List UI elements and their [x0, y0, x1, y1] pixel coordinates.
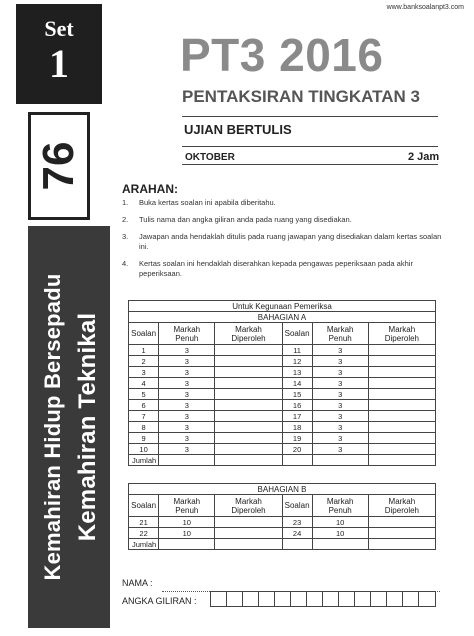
- question-number: 19: [282, 433, 312, 444]
- column-header: Markah Penuh: [312, 495, 368, 517]
- paper-code: 76: [34, 141, 83, 191]
- table-row: [129, 517, 436, 528]
- full-marks: 3: [159, 356, 215, 367]
- set-number: 1: [49, 41, 69, 86]
- total-row: [129, 455, 436, 466]
- obtained-marks: [215, 517, 282, 528]
- table-row: [129, 378, 436, 389]
- column-header: Soalan: [129, 495, 159, 517]
- id-digit-box[interactable]: [307, 592, 323, 606]
- full-marks: 3: [159, 400, 215, 411]
- total-cell: [282, 455, 312, 466]
- table-row: [129, 444, 436, 455]
- full-marks: 3: [312, 400, 368, 411]
- obtained-marks: [215, 400, 282, 411]
- total-label: Jumlah: [129, 539, 159, 550]
- obtained-marks: [215, 422, 282, 433]
- full-marks: 3: [312, 378, 368, 389]
- id-digit-box[interactable]: [291, 592, 307, 606]
- question-number: 4: [129, 378, 159, 389]
- total-cell: [312, 539, 368, 550]
- obtained-marks: [368, 422, 435, 433]
- page-subtitle: PENTAKSIRAN TINGKATAN 3: [182, 87, 420, 106]
- id-label: ANGKA GILIRAN :: [122, 596, 197, 606]
- table-row: [129, 411, 436, 422]
- obtained-marks: [368, 444, 435, 455]
- full-marks: 3: [159, 389, 215, 400]
- table-row: [129, 422, 436, 433]
- page-title: PT3 2016: [180, 29, 384, 81]
- full-marks: 3: [312, 367, 368, 378]
- table-row: [129, 389, 436, 400]
- full-marks: 3: [159, 345, 215, 356]
- instruction-number: 4.: [122, 259, 129, 268]
- obtained-marks: [368, 528, 435, 539]
- instruction-item: [122, 215, 448, 225]
- column-header: Soalan: [129, 323, 159, 345]
- exam-month: OKTOBER: [185, 152, 235, 163]
- obtained-marks: [215, 367, 282, 378]
- question-number: 6: [129, 400, 159, 411]
- obtained-marks: [215, 389, 282, 400]
- obtained-marks: [368, 389, 435, 400]
- question-number: 18: [282, 422, 312, 433]
- instruction-text: Buka kertas soalan ini apabila diberitahu.: [139, 198, 276, 207]
- divider: [182, 116, 438, 117]
- total-cell: [282, 539, 312, 550]
- table-row: [129, 433, 436, 444]
- obtained-marks: [368, 411, 435, 422]
- question-number: 22: [129, 528, 159, 539]
- id-digit-box[interactable]: [243, 592, 259, 606]
- obtained-marks: [368, 367, 435, 378]
- column-header: Markah Diperoleh: [215, 495, 282, 517]
- full-marks: 10: [312, 528, 368, 539]
- instruction-text: Jawapan anda hendaklah ditulis pada ruang jawapan yang disediakan dalam kertas soalan ini.: [139, 232, 442, 251]
- instruction-text: Tulis nama dan angka giliran anda pada ruang yang disediakan.: [139, 215, 352, 224]
- section-row: [129, 312, 436, 323]
- full-marks: 3: [312, 433, 368, 444]
- total-cell: [159, 455, 215, 466]
- total-cell: [368, 539, 435, 550]
- column-header: Markah Penuh: [159, 323, 215, 345]
- exam-type: UJIAN BERTULIS: [184, 122, 292, 137]
- id-digit-box[interactable]: [387, 592, 403, 606]
- instructions-heading: ARAHAN:: [122, 182, 178, 196]
- question-number: 8: [129, 422, 159, 433]
- full-marks: 3: [159, 444, 215, 455]
- obtained-marks: [368, 517, 435, 528]
- set-badge: [16, 4, 102, 104]
- obtained-marks: [215, 356, 282, 367]
- question-number: 1: [129, 345, 159, 356]
- subject-line-1: Kemahiran Hidup Bersepadu: [40, 273, 65, 581]
- table-row: [129, 400, 436, 411]
- id-digit-box[interactable]: [371, 592, 387, 606]
- total-cell: [368, 455, 435, 466]
- obtained-marks: [215, 444, 282, 455]
- column-header: Markah Penuh: [159, 495, 215, 517]
- id-digit-box[interactable]: [419, 592, 435, 606]
- obtained-marks: [368, 400, 435, 411]
- obtained-marks: [215, 411, 282, 422]
- id-digit-box[interactable]: [211, 592, 227, 606]
- total-cell: [159, 539, 215, 550]
- question-number: 5: [129, 389, 159, 400]
- header-row: [129, 323, 436, 345]
- obtained-marks: [215, 433, 282, 444]
- total-cell: [215, 455, 282, 466]
- site-url: www.banksoalanpt3.com: [386, 4, 464, 11]
- section-row: [129, 484, 436, 495]
- id-digit-box[interactable]: [403, 592, 419, 606]
- question-number: 17: [282, 411, 312, 422]
- subject-line-2: Kemahiran Teknikal: [74, 312, 101, 542]
- question-number: 15: [282, 389, 312, 400]
- id-number-field[interactable]: [210, 591, 436, 607]
- full-marks: 10: [159, 517, 215, 528]
- question-number: 2: [129, 356, 159, 367]
- column-header: Soalan: [282, 323, 312, 345]
- instruction-item: [122, 259, 448, 279]
- id-digit-box[interactable]: [227, 592, 243, 606]
- obtained-marks: [215, 345, 282, 356]
- divider: [182, 164, 438, 165]
- full-marks: 10: [312, 517, 368, 528]
- instruction-number: 3.: [122, 232, 129, 241]
- column-header: Markah Penuh: [312, 323, 368, 345]
- table-title: Untuk Kegunaan Pemeriksa: [129, 301, 436, 312]
- instruction-item: [122, 198, 448, 208]
- section-title: BAHAGIAN B: [129, 484, 436, 495]
- subject-banner: [28, 226, 110, 628]
- table-row: [129, 528, 436, 539]
- table-title-row: [129, 301, 436, 312]
- marks-table-a: [128, 300, 436, 466]
- sidebar: [8, 0, 110, 636]
- question-number: 3: [129, 367, 159, 378]
- question-number: 14: [282, 378, 312, 389]
- full-marks: 3: [312, 411, 368, 422]
- column-header: Markah Diperoleh: [215, 323, 282, 345]
- obtained-marks: [368, 433, 435, 444]
- full-marks: 3: [312, 389, 368, 400]
- full-marks: 3: [159, 433, 215, 444]
- instruction-number: 1.: [122, 198, 129, 207]
- column-header: Soalan: [282, 495, 312, 517]
- obtained-marks: [215, 378, 282, 389]
- question-number: 23: [282, 517, 312, 528]
- column-header: Markah Diperoleh: [368, 323, 435, 345]
- question-number: 7: [129, 411, 159, 422]
- question-number: 12: [282, 356, 312, 367]
- question-number: 20: [282, 444, 312, 455]
- obtained-marks: [215, 528, 282, 539]
- total-row: [129, 539, 436, 550]
- id-digit-box[interactable]: [323, 592, 339, 606]
- question-number: 16: [282, 400, 312, 411]
- obtained-marks: [368, 378, 435, 389]
- total-label: Jumlah: [129, 455, 159, 466]
- instruction-text: Kertas soalan ini hendaklah diserahkan kepada pengawas peperiksaan pada akhir peperiksaan.: [139, 259, 413, 278]
- table-row: [129, 345, 436, 356]
- full-marks: 3: [312, 356, 368, 367]
- full-marks: 3: [312, 422, 368, 433]
- section-title: BAHAGIAN A: [129, 312, 436, 323]
- full-marks: 10: [159, 528, 215, 539]
- column-header: Markah Diperoleh: [368, 495, 435, 517]
- name-label: NAMA :: [122, 578, 153, 588]
- question-number: 24: [282, 528, 312, 539]
- instructions-list: [122, 198, 448, 286]
- id-digit-box[interactable]: [355, 592, 371, 606]
- full-marks: 3: [159, 411, 215, 422]
- question-number: 11: [282, 345, 312, 356]
- obtained-marks: [368, 356, 435, 367]
- obtained-marks: [368, 345, 435, 356]
- full-marks: 3: [159, 378, 215, 389]
- total-cell: [312, 455, 368, 466]
- set-label: Set: [44, 16, 74, 41]
- instruction-number: 2.: [122, 215, 129, 224]
- marks-table-b: [128, 483, 436, 550]
- full-marks: 3: [312, 345, 368, 356]
- question-number: 13: [282, 367, 312, 378]
- divider: [182, 146, 438, 147]
- full-marks: 3: [312, 444, 368, 455]
- id-digit-box[interactable]: [259, 592, 275, 606]
- table-row: [129, 356, 436, 367]
- paper-code-box: [28, 112, 90, 220]
- question-number: 9: [129, 433, 159, 444]
- full-marks: 3: [159, 422, 215, 433]
- total-cell: [215, 539, 282, 550]
- full-marks: 3: [159, 367, 215, 378]
- table-row: [129, 367, 436, 378]
- id-digit-box[interactable]: [339, 592, 355, 606]
- exam-duration: 2 Jam: [408, 151, 440, 163]
- header-row: [129, 495, 436, 517]
- instruction-item: [122, 232, 448, 252]
- question-number: 21: [129, 517, 159, 528]
- id-digit-box[interactable]: [275, 592, 291, 606]
- question-number: 10: [129, 444, 159, 455]
